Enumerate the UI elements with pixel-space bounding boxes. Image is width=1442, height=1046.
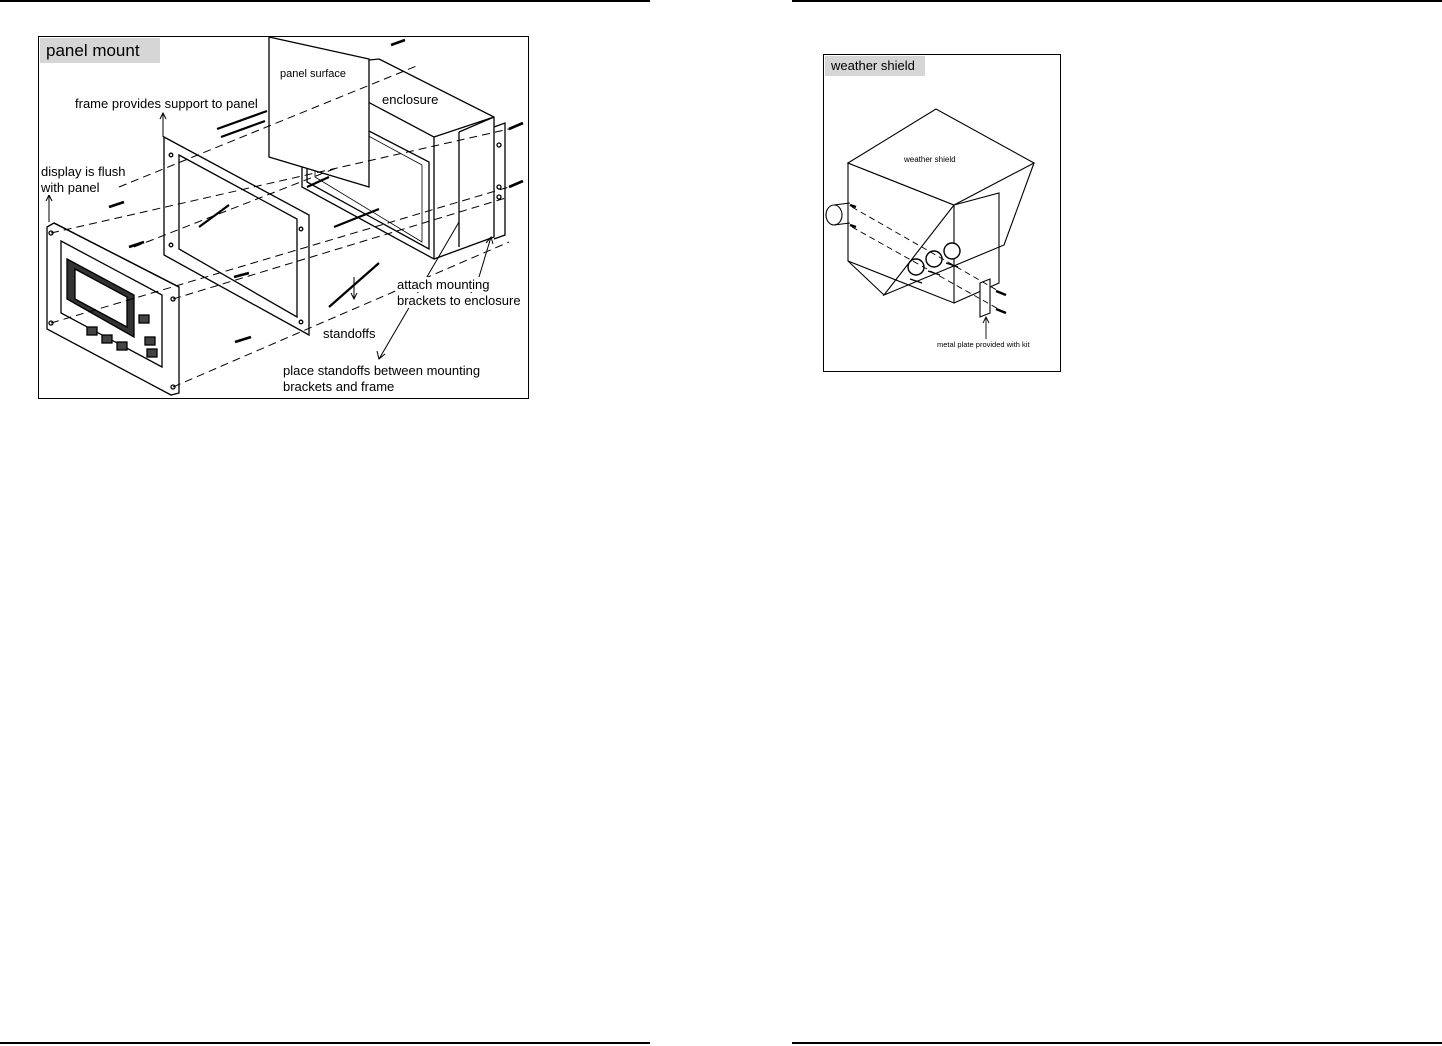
panel-mount-drawing — [39, 37, 528, 398]
plate-arrow — [983, 317, 989, 339]
display-label-line2: with panel — [41, 180, 100, 195]
frame-label: frame provides support to panel — [75, 96, 258, 111]
left-page-top-rule — [0, 0, 650, 2]
panel-mount-figure — [38, 36, 529, 399]
display-unit-shape — [47, 223, 179, 395]
weather-shield-figure — [823, 54, 1061, 372]
panel-mount-title: panel mount — [40, 38, 160, 63]
panel-surface-label: panel surface — [280, 68, 347, 80]
right-page-top-rule — [792, 0, 1442, 2]
standoffs-label: standoffs — [323, 326, 376, 341]
enclosure-label: enclosure — [382, 92, 439, 107]
weather-shield-title: weather shield — [825, 56, 925, 76]
attach-label-line1: attach mounting — [397, 277, 490, 292]
weather-shield-drawing — [824, 55, 1060, 371]
attach-label-line2: brackets to enclosure — [397, 293, 521, 308]
place-label-line1: place standoffs between mounting — [283, 363, 481, 378]
panel-surface-sheet — [269, 37, 369, 187]
display-label-line1: display is flush — [41, 164, 126, 179]
left-page-bottom-rule — [0, 1042, 650, 1044]
place-label-line2: brackets and frame — [283, 379, 395, 394]
weather-shield-label: weather shield — [904, 155, 956, 164]
metal-plate-shape — [980, 279, 990, 317]
right-page-bottom-rule — [792, 1042, 1442, 1044]
metal-plate-label: metal plate provided with kit — [937, 340, 1030, 349]
frame-shape — [164, 137, 309, 335]
